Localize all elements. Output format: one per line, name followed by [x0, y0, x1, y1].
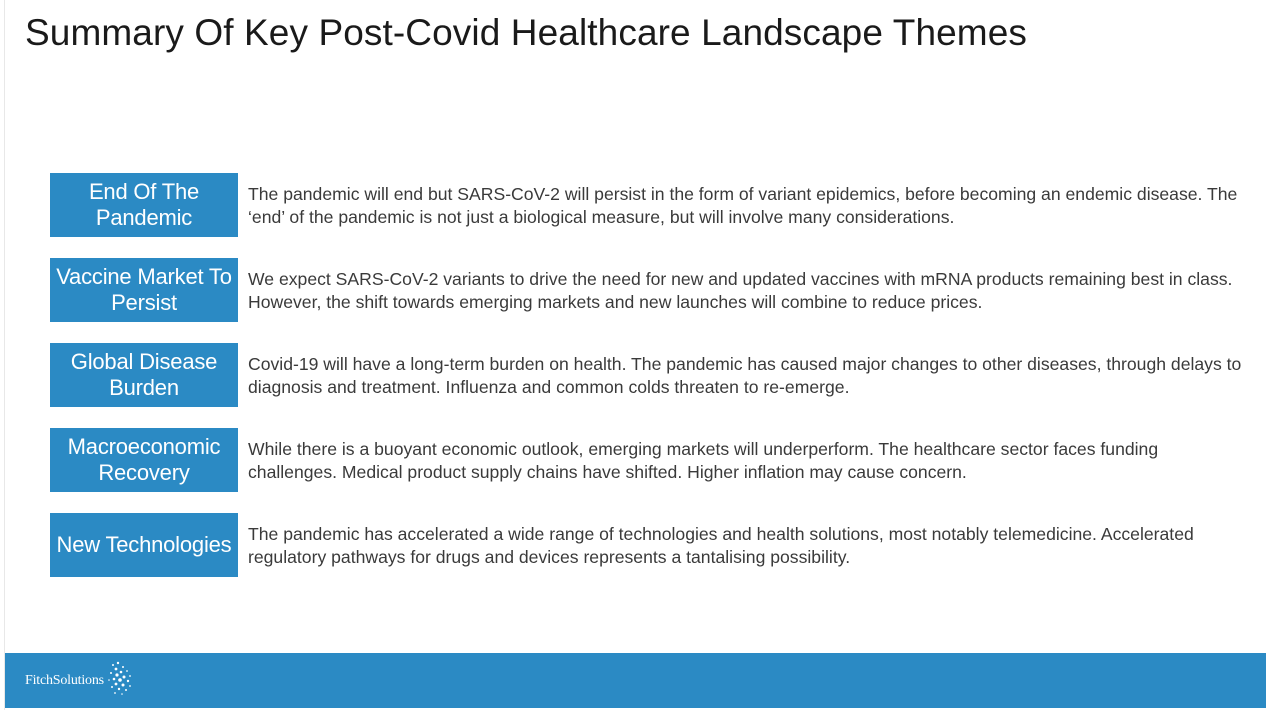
slide	[4, 0, 1266, 710]
theme-description: We expect SARS-CoV-2 variants to drive the need for new and updated vaccines with mRNA products remaining best in class. However, the shift towards emerging markets and new launches will combine to reduce prices.	[248, 269, 1233, 312]
theme-row	[50, 513, 1250, 579]
fitch-solutions-logo	[25, 661, 135, 701]
theme-description: The pandemic will end but SARS-CoV-2 will persist in the form of variant epidemics, before becoming an endemic disease. The ‘end’ of the pandemic is not just a biological measure, but will involve many considerations.	[248, 184, 1238, 227]
theme-row	[50, 173, 1250, 239]
theme-label: New Technologies	[50, 513, 238, 577]
theme-label: Global Disease Burden	[50, 343, 238, 407]
theme-label: Macroeconomic Recovery	[50, 428, 238, 492]
theme-row	[50, 343, 1250, 409]
theme-row	[50, 258, 1250, 324]
starburst-icon	[105, 659, 135, 704]
themes-list	[50, 173, 1250, 598]
theme-description: Covid-19 will have a long-term burden on health. The pandemic has caused major changes to other diseases, through delays to diagnosis and treatment. Influenza and common colds threaten to re-emerge.	[248, 354, 1242, 397]
logo-text: FitchSolutions	[25, 673, 104, 688]
theme-label: Vaccine Market To Persist	[50, 258, 238, 322]
footer-bar	[5, 653, 1266, 708]
theme-label: End Of The Pandemic	[50, 173, 238, 237]
page-title: Summary Of Key Post-Covid Healthcare Landscape Themes	[25, 12, 1028, 53]
theme-description: The pandemic has accelerated a wide range of technologies and health solutions, most notably telemedicine. Accelerated regulatory pathways for drugs and devices represents a tantalising possibility.	[248, 524, 1194, 567]
theme-description: While there is a buoyant economic outlook, emerging markets will underperform. The healthcare sector faces funding challenges. Medical product supply chains have shifted. Higher inflation may cause concern.	[248, 439, 1159, 482]
theme-row	[50, 428, 1250, 494]
